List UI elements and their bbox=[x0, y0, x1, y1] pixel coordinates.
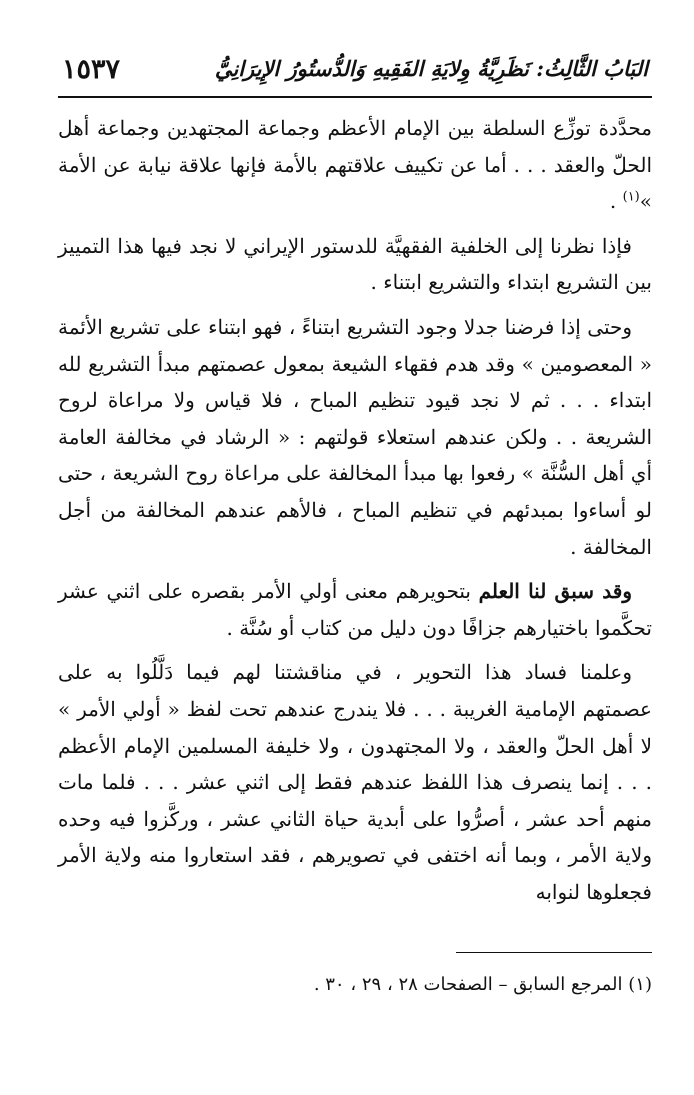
paragraph-4-bold-lead: وقد سبق لنا العلم bbox=[478, 579, 632, 604]
header-divider bbox=[58, 96, 652, 98]
paragraph-1-end: . bbox=[609, 189, 623, 214]
paragraph-5: وعلمنا فساد هذا التحوير ، في مناقشتنا لهم فيما دَلَّلُوا به على عصمتهم الإمامية الغريبة . . . فلا يندرج عندهم تحت لفظ « أولي الأمر » لا أهل الحلّ والعقد ، ولا المجتهدون ، ولا خليفة المسلمين الإمام الأعظم . . . إنما ينصرف هذا اللفظ عندهم فقط إلى اثني عشر . . . فلما مات منهم أحد عشر ، أصرُّوا على أبدية حياة الثاني عشر ، وركَّزوا فيه وحده ولاية الأمر ، وبما أنه اختفى في تصويرهم ، فقد استعاروا منه ولاية الأمر فجعلوها لنوابه bbox=[58, 660, 652, 904]
paragraph-2: فإذا نظرنا إلى الخلفية الفقهيَّة للدستور الإيراني لا نجد فيها هذا التمييز بين التشريع ابتداء والتشريع ابتناء . bbox=[58, 233, 652, 295]
paragraph-4 bbox=[58, 573, 652, 646]
page-header bbox=[58, 48, 652, 92]
paragraph-1 bbox=[58, 110, 652, 220]
footnote: (١) المرجع السابق – الصفحات ٢٨ ، ٢٩ ، ٣٠ . bbox=[313, 974, 652, 995]
footnote-reference: (١) bbox=[622, 189, 640, 205]
page-number: ١٥٣٧ bbox=[62, 54, 121, 85]
paragraph-4-text: بتحويرهم معنى أولي الأمر بقصره على اثني عشر تحكَّموا باختيارهم جزافًا دون دليل من كتاب أو سُنَّة . bbox=[58, 579, 652, 640]
paragraph-3: وحتى إذا فرضنا جدلا وجود التشريع ابتناءً ، فهو ابتناء على تشريع الأئمة « المعصومين » وقد هدم فقهاء الشيعة بمعول عصمتهم مبدأ التشريع لله ابتداء . . . ثم لا نجد قيود تنظيم المباح ، فلا قياس ولا مراعاة لروح الشريعة . . ولكن عندهم استعلاء قولتهم : « الرشاد في مخالفة العامة أي أهل السُّنَّة » رفعوا بها مبدأ المخالفة على مراعاة روح الشريعة ، حتى لو أساءوا بمبدئهم في تنظيم المباح ، فالأهم عندهم المخالفة من أجل المخالفة . bbox=[58, 314, 652, 559]
main-text bbox=[58, 110, 652, 918]
footnote-divider bbox=[456, 952, 652, 953]
paragraph-1-text: محدَّدة توزِّع السلطة بين الإمام الأعظم وجماعة المجتهدين وجماعة أهل الحلّ والعقد . . . أما عن تكييف علاقتهم بالأمة فإنها علاقة نيابة عن الأمة » bbox=[58, 116, 652, 214]
running-title: البَابُ الثَّالِثُ: نَظَرِيَّةُ وِلايَةِ الفَقِيهِ وَالدُّستُورُ الإِيرَانِيُّ bbox=[214, 56, 648, 81]
